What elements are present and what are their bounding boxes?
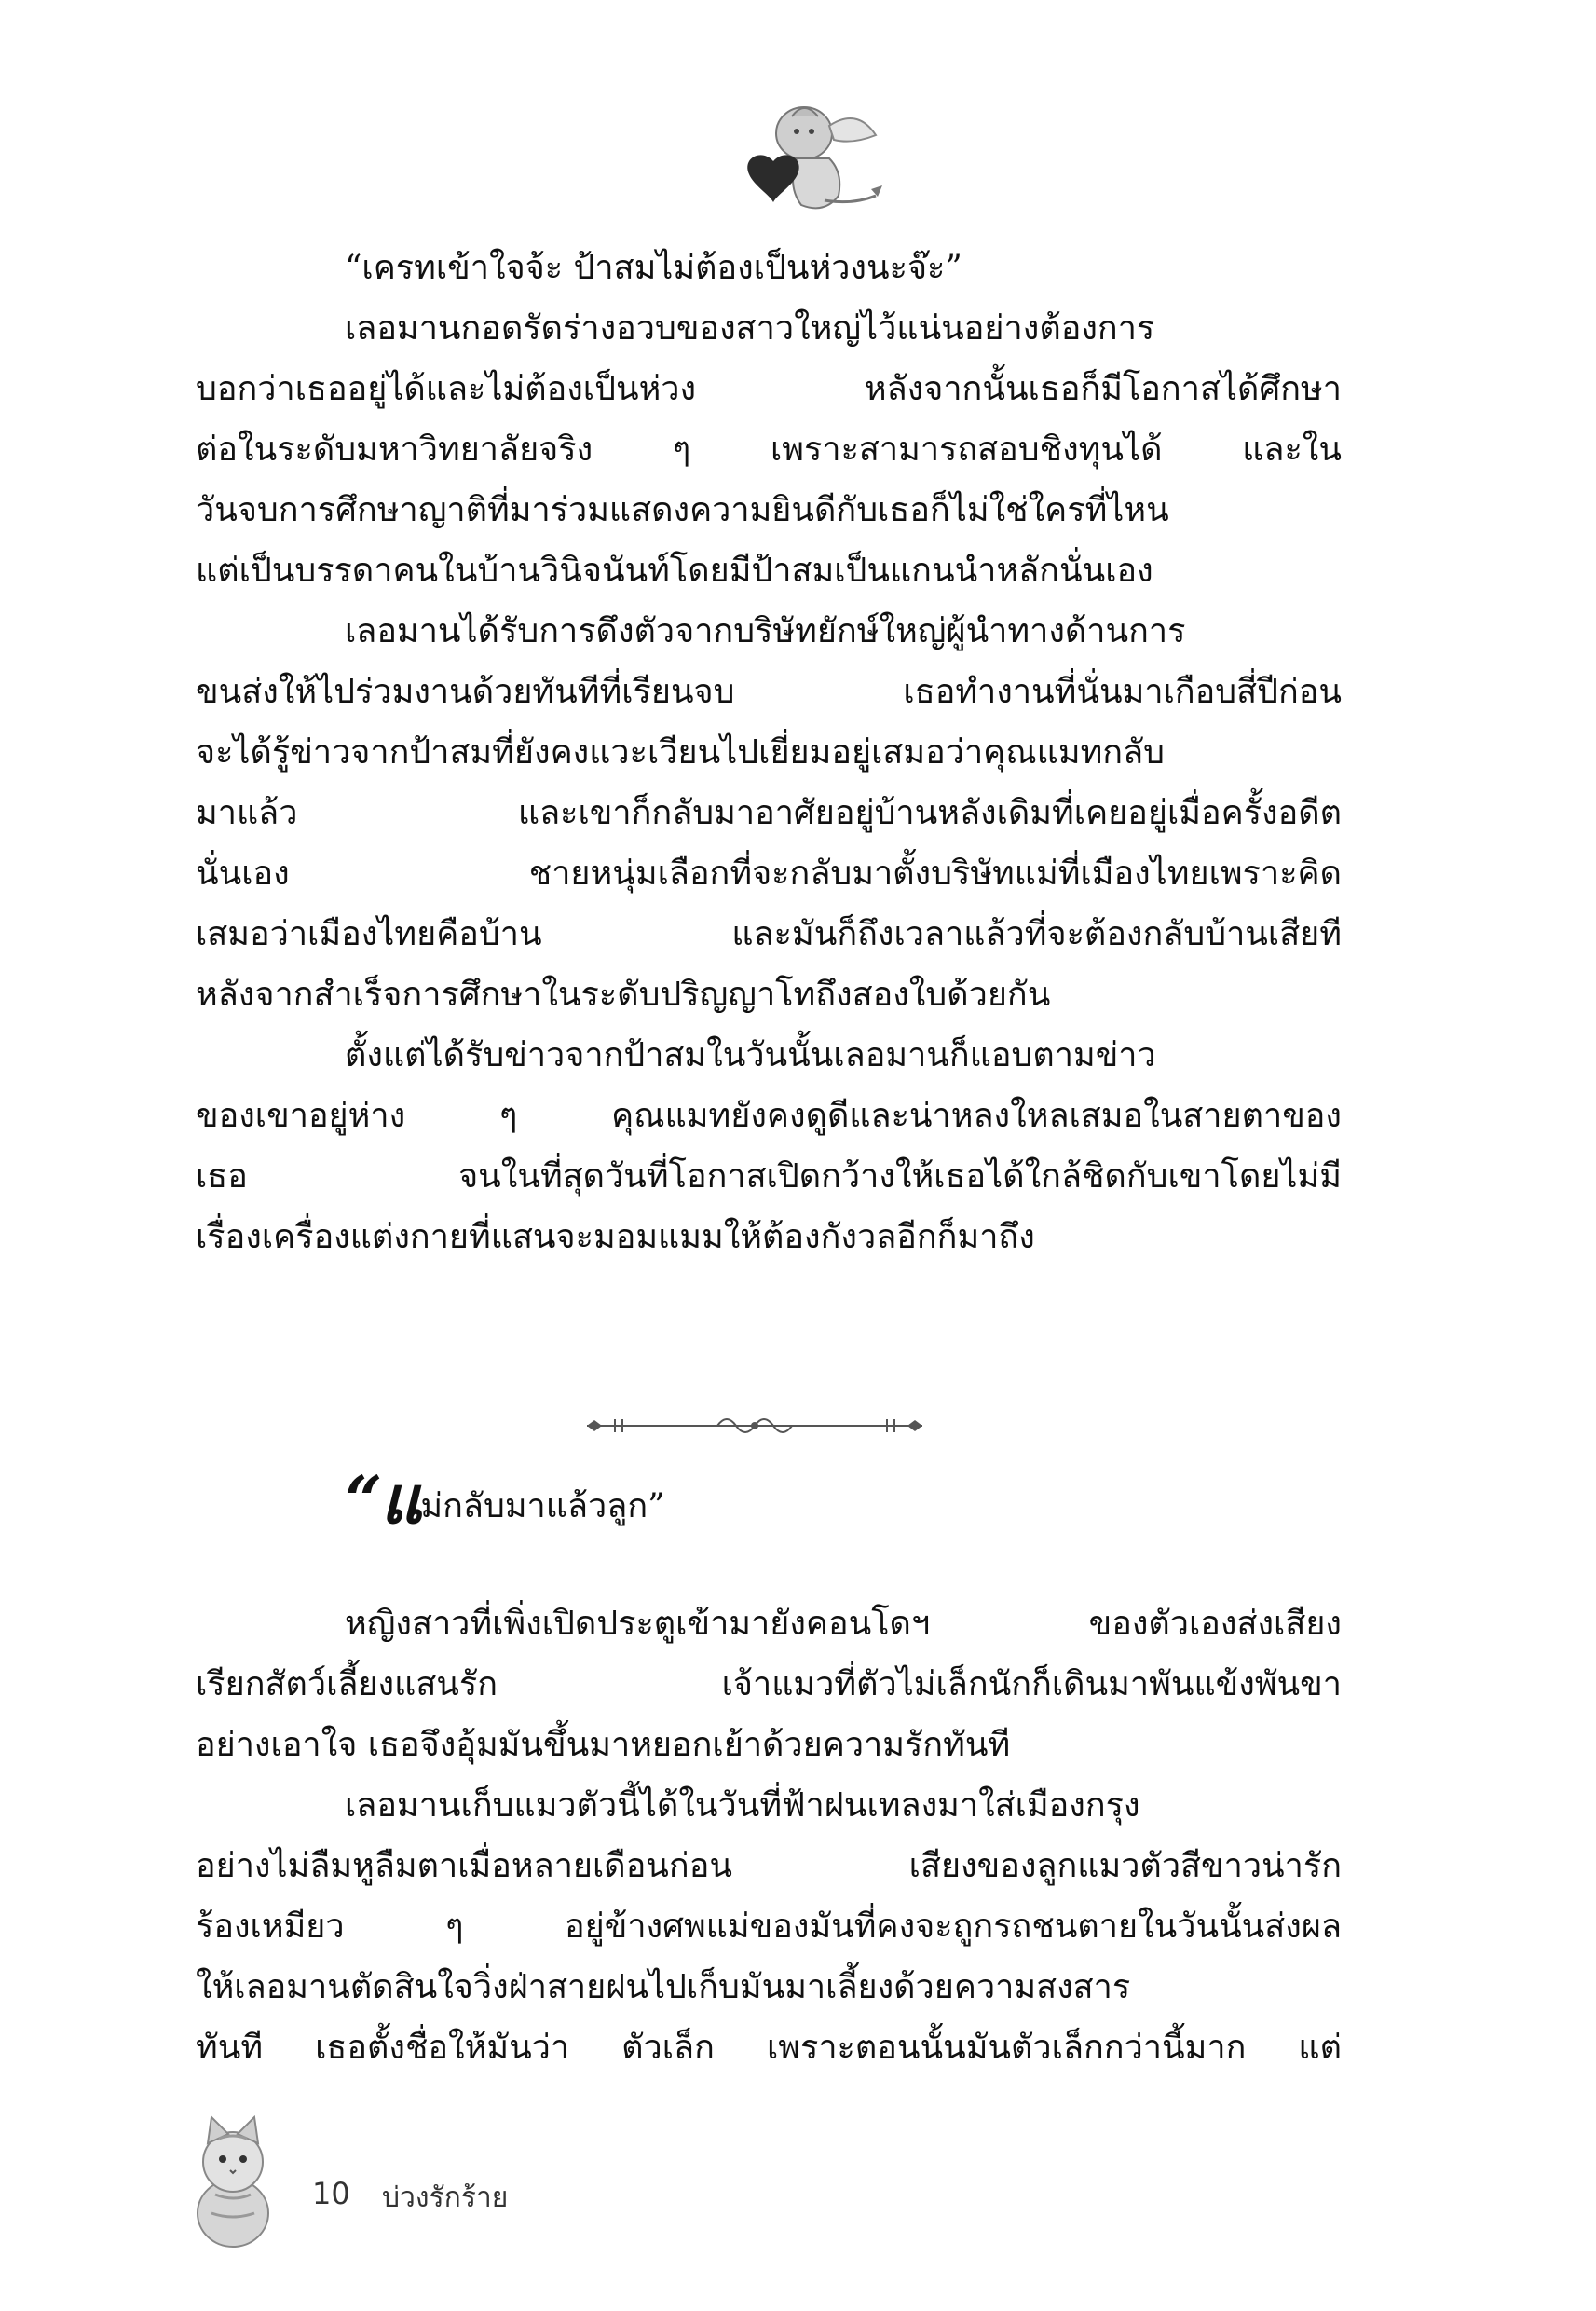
paragraph-line: จะได้รู้ข่าวจากป้าสมที่ยังคงแวะเวียนไปเยี่ยมอยู่เสมอว่าคุณแมทกลับ <box>196 733 1166 772</box>
paragraph-line: ร้องเหมียว ๆ อยู่ข้างศพแม่ของมันที่คงจะถูกรถชนตายในวันนั้นส่งผล <box>196 1908 1342 1946</box>
scene-divider-ornament-icon <box>578 1402 932 1449</box>
cupid-heart-ornament-icon <box>685 89 908 219</box>
page-number: 10 <box>312 2176 350 2211</box>
paragraph-line: วันจบการศึกษาญาติที่มาร่วมแสดงความยินดีกับเธอก็ไม่ใช่ใครที่ไหน <box>196 491 1169 529</box>
opening-line-text: ม่กลับมาแล้วลูก” <box>420 1487 665 1525</box>
paragraph-line: ทันที เธอตั้งชื่อให้มันว่า ตัวเล็ก เพราะตอนนั้นมันตัวเล็กกว่านี้มาก แต่ <box>196 2029 1342 2067</box>
section-2-text <box>196 1593 1342 2078</box>
paragraph-line: มาแล้ว และเขาก็กลับมาอาศัยอยู่บ้านหลังเดิมที่เคยอยู่เมื่อครั้งอดีต <box>196 794 1342 832</box>
drop-cap: “แ <box>345 1461 421 1538</box>
paragraph-line: เธอ จนในที่สุดวันที่โอกาสเปิดกว้างให้เธอได้ใกล้ชิดกับเขาโดยไม่มี <box>196 1157 1342 1196</box>
paragraph-line: ตั้งแต่ได้รับข่าวจากป้าสมในวันนั้นเลอมานก็แอบตามข่าว <box>345 1036 1156 1074</box>
page-footer <box>182 2111 666 2250</box>
kitten-icon <box>182 2111 284 2250</box>
paragraph-line: นั่นเอง ชายหนุ่มเลือกที่จะกลับมาตั้งบริษัทแม่ที่เมืองไทยเพราะคิด <box>196 855 1342 893</box>
section-2-opening <box>196 1458 1342 1542</box>
opening-line <box>196 1458 1342 1542</box>
paragraph-line: ต่อในระดับมหาวิทยาลัยจริง ๆ เพราะสามารถสอบชิงทุนได้ และใน <box>196 431 1342 469</box>
paragraph-line: เลอมานเก็บแมวตัวนี้ได้ในวันที่ฟ้าฝนเทลงมาใส่เมืองกรุง <box>345 1786 1140 1825</box>
paragraph-line: ให้เลอมานตัดสินใจวิ่งฝ่าสายฝนไปเก็บมันมาเลี้ยงด้วยความสงสาร <box>196 1968 1131 2006</box>
paragraph-line: เสมอว่าเมืองไทยคือบ้าน และมันก็ถึงเวลาแล้วที่จะต้องกลับบ้านเสียที <box>196 915 1342 953</box>
paragraph-line: บอกว่าเธออยู่ได้และไม่ต้องเป็นห่วง หลังจากนั้นเธอก็มีโอกาสได้ศึกษา <box>196 370 1342 408</box>
paragraph-line: เรียกสัตว์เลี้ยงแสนรัก เจ้าแมวที่ตัวไม่เล็กนักก็เดินมาพันแข้งพันขา <box>196 1665 1342 1703</box>
paragraph-line: อย่างไม่ลืมหูลืมตาเมื่อหลายเดือนก่อน เสียงของลูกแมวตัวสีขาวน่ารัก <box>196 1847 1342 1885</box>
paragraph-line: หญิงสาวที่เพิ่งเปิดประตูเข้ามายังคอนโดฯ ของตัวเองส่งเสียง <box>345 1605 1342 1643</box>
paragraph-line: ขนส่งให้ไปร่วมงานด้วยทันทีที่เรียนจบ เธอทำงานที่นั่นมาเกือบสี่ปีก่อน <box>196 673 1342 711</box>
paragraph-line: เลอมานได้รับการดึงตัวจากบริษัทยักษ์ใหญ่ผู้นำทางด้านการ <box>345 612 1186 650</box>
paragraph-line: “เครทเข้าใจจ้ะ ป้าสมไม่ต้องเป็นห่วงนะจ๊ะ” <box>345 249 962 287</box>
running-title: บ่วงรักร้าย <box>382 2181 509 2214</box>
paragraph-line: เรื่องเครื่องแต่งกายที่แสนจะมอมแมมให้ต้องกังวลอีกก็มาถึง <box>196 1218 1035 1256</box>
paragraph-line: แต่เป็นบรรดาคนในบ้านวินิจนันท์โดยมีป้าสมเป็นแกนนำหลักนั่นเอง <box>196 552 1153 590</box>
paragraph-line: อย่างเอาใจ เธอจึงอุ้มมันขึ้นมาหยอกเย้าด้วยความรักทันที <box>196 1726 1011 1764</box>
paragraph-line: เลอมานกอดรัดร่างอวบของสาวใหญ่ไว้แน่นอย่างต้องการ <box>345 309 1155 348</box>
paragraph-line: หลังจากสำเร็จการศึกษาในระดับปริญญาโทถึงสองใบด้วยกัน <box>196 976 1051 1014</box>
paragraph-line: ของเขาอยู่ห่าง ๆ คุณแมทยังคงดูดีและน่าหลงใหลเสมอในสายตาของ <box>196 1097 1342 1135</box>
section-1-text <box>196 238 1342 1267</box>
